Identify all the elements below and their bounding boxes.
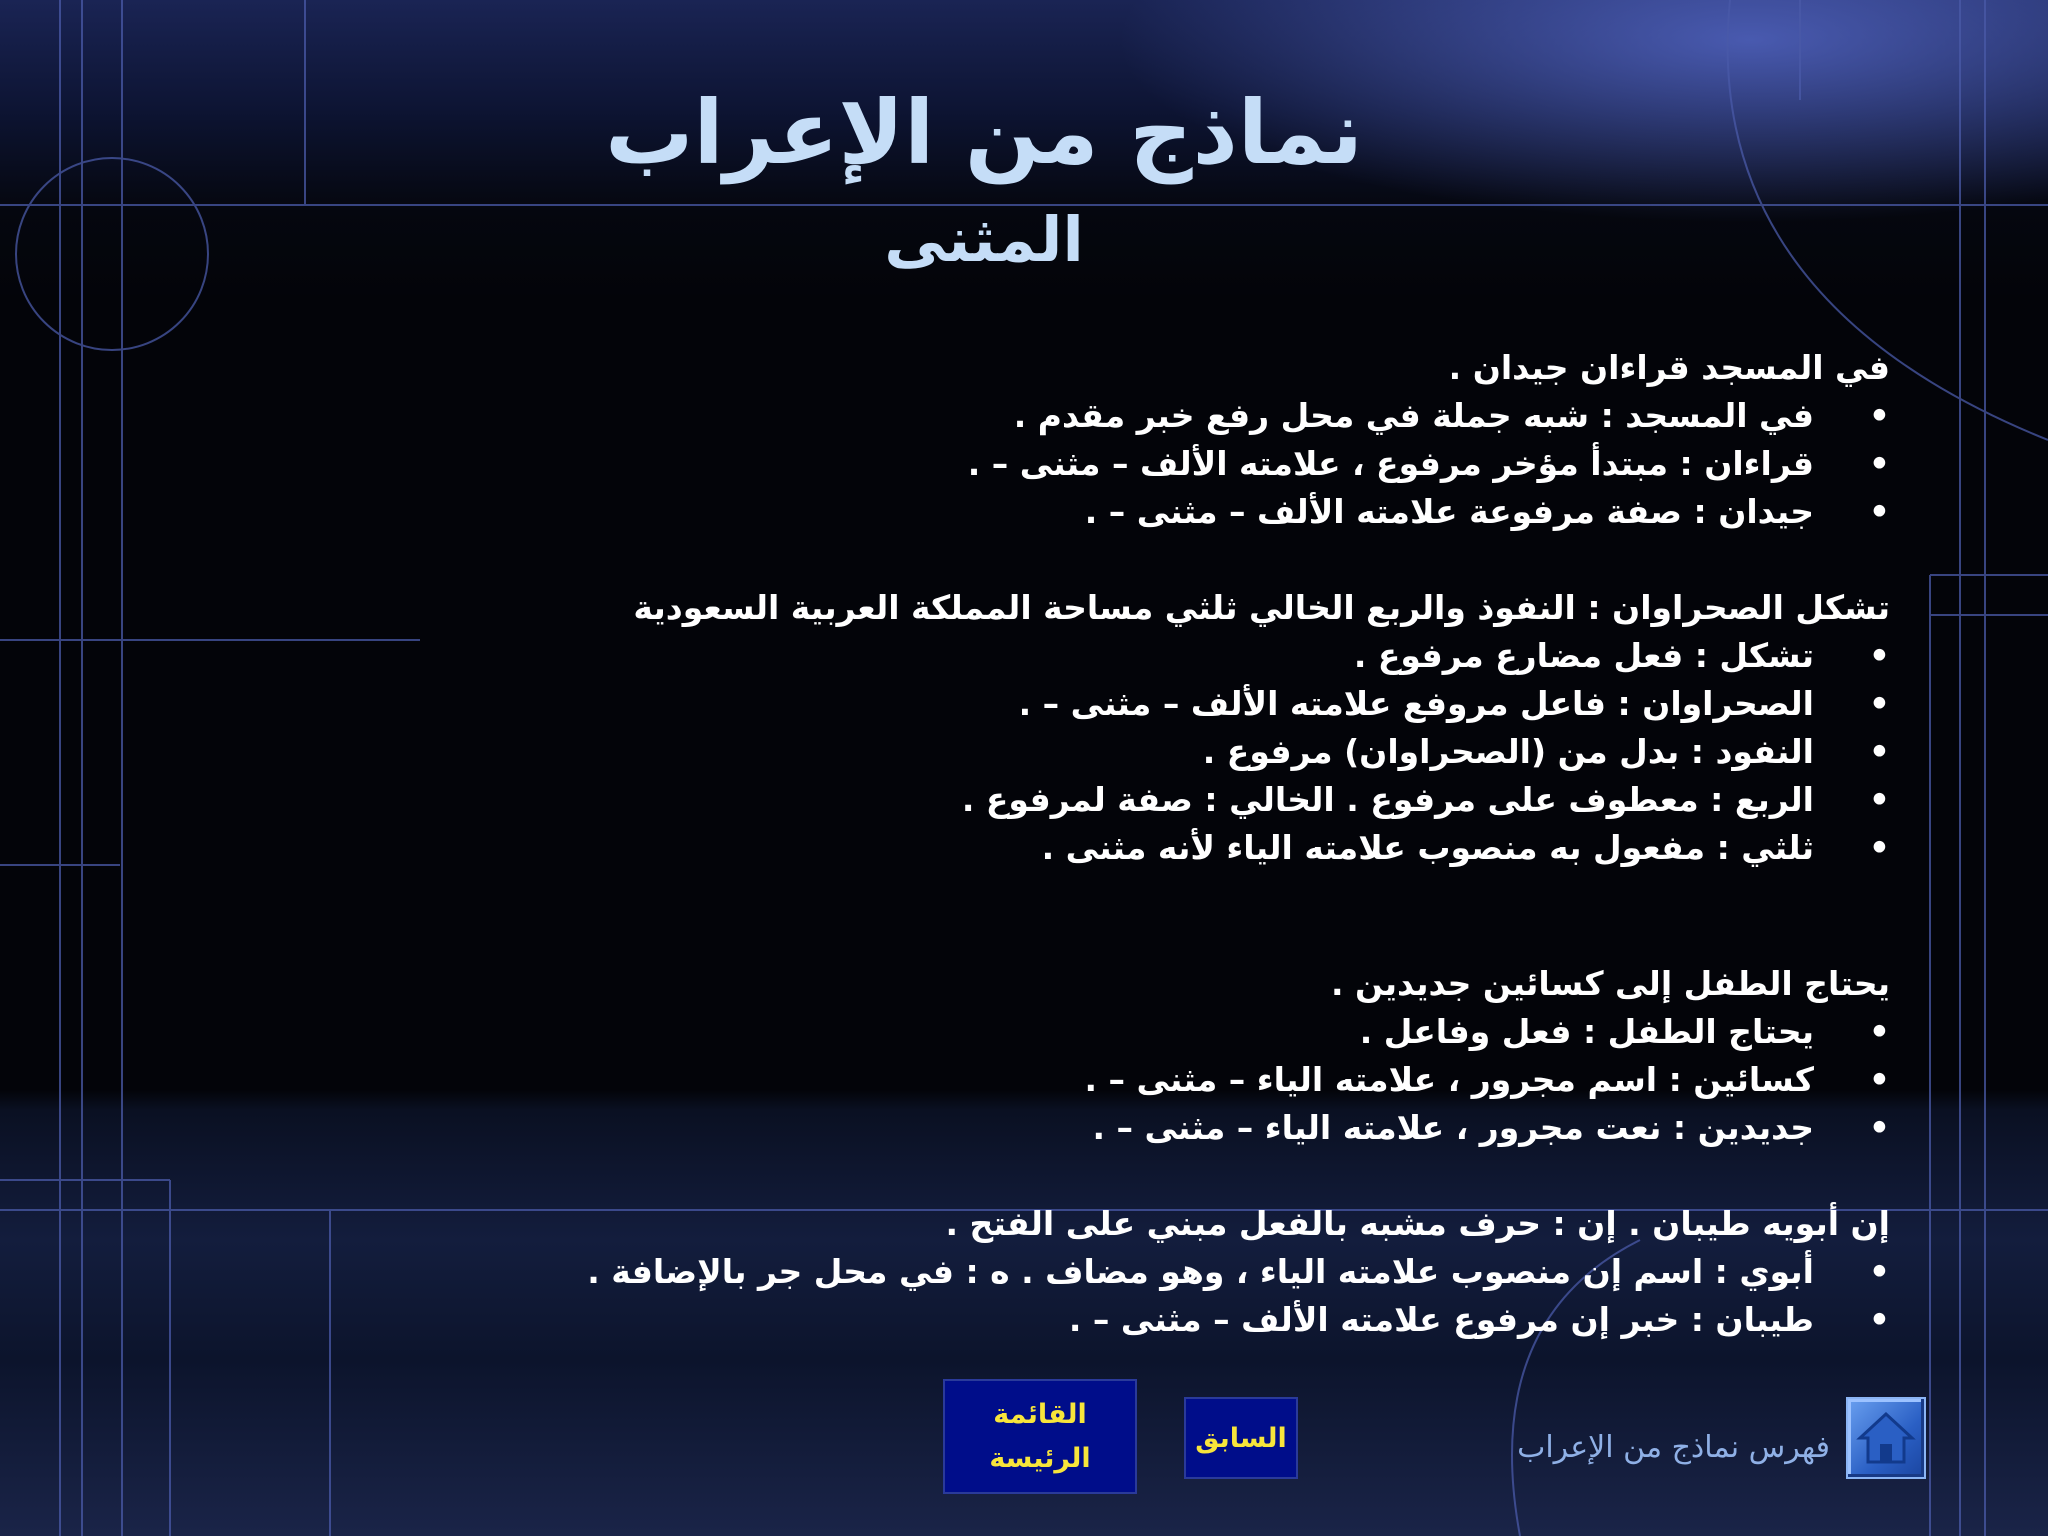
content-bullet: • أبوي : اسم إن منصوب علامته الياء ، وهو مضاف . ه : في محل جر بالإضافة .	[587, 1248, 1814, 1296]
home-button[interactable]	[1846, 1397, 1926, 1479]
content-bullet: • قراءان : مبتدأ مؤخر مرفوع ، علامته الألف – مثنى – .	[968, 440, 1814, 488]
content-line: في المسجد قراءان جيدان .	[1448, 348, 1890, 387]
content-bullet: • الربع : معطوف على مرفوع . الخالي : صفة لمرفوع .	[962, 776, 1814, 824]
content-line: تشكل الصحراوان : النفوذ والربع الخالي ثلثي مساحة المملكة العربية السعودية	[633, 588, 1890, 627]
index-link[interactable]: فهرس نماذج من الإعراب	[1517, 1430, 1830, 1465]
content-bullet: • كسائين : اسم مجرور ، علامته الياء – مثنى – .	[1085, 1056, 1814, 1104]
content-bullet: • يحتاج الطفل : فعل وفاعل .	[1360, 1008, 1814, 1056]
content-bullet: • الصحراوان : فاعل مروفع علامته الألف – مثنى – .	[1019, 680, 1814, 728]
content-bullet: • في المسجد : شبه جملة في محل رفع خبر مقدم .	[1014, 392, 1814, 440]
content-line: إن أبويه طيبان . إن : حرف مشبه بالفعل مبني على الفتح .	[945, 1204, 1890, 1243]
slide-title: نماذج من الإعراب	[605, 81, 1363, 184]
content-bullet: • جديدين : نعت مجرور ، علامته الياء – مثنى – .	[1093, 1104, 1814, 1152]
content-bullet: • تشكل : فعل مضارع مرفوع .	[1354, 632, 1814, 680]
content-bullet: • جيدان : صفة مرفوعة علامته الألف – مثنى – .	[1085, 488, 1814, 536]
content-bullet: • النفود : بدل من (الصحراوان) مرفوع .	[1203, 728, 1814, 776]
home-icon	[1856, 1408, 1916, 1468]
main-menu-button[interactable]: القائمة الرئيسة	[943, 1379, 1137, 1494]
slide-subtitle: المثنى	[884, 203, 1084, 276]
content-bullet: • ثلثي : مفعول به منصوب علامته الياء لأنه مثنى .	[1042, 824, 1814, 872]
previous-button[interactable]: السابق	[1184, 1397, 1298, 1479]
content-bullet: • طيبان : خبر إن مرفوع علامته الألف – مثنى – .	[1069, 1296, 1814, 1344]
content-line: يحتاج الطفل إلى كسائين جديدين .	[1330, 964, 1890, 1003]
